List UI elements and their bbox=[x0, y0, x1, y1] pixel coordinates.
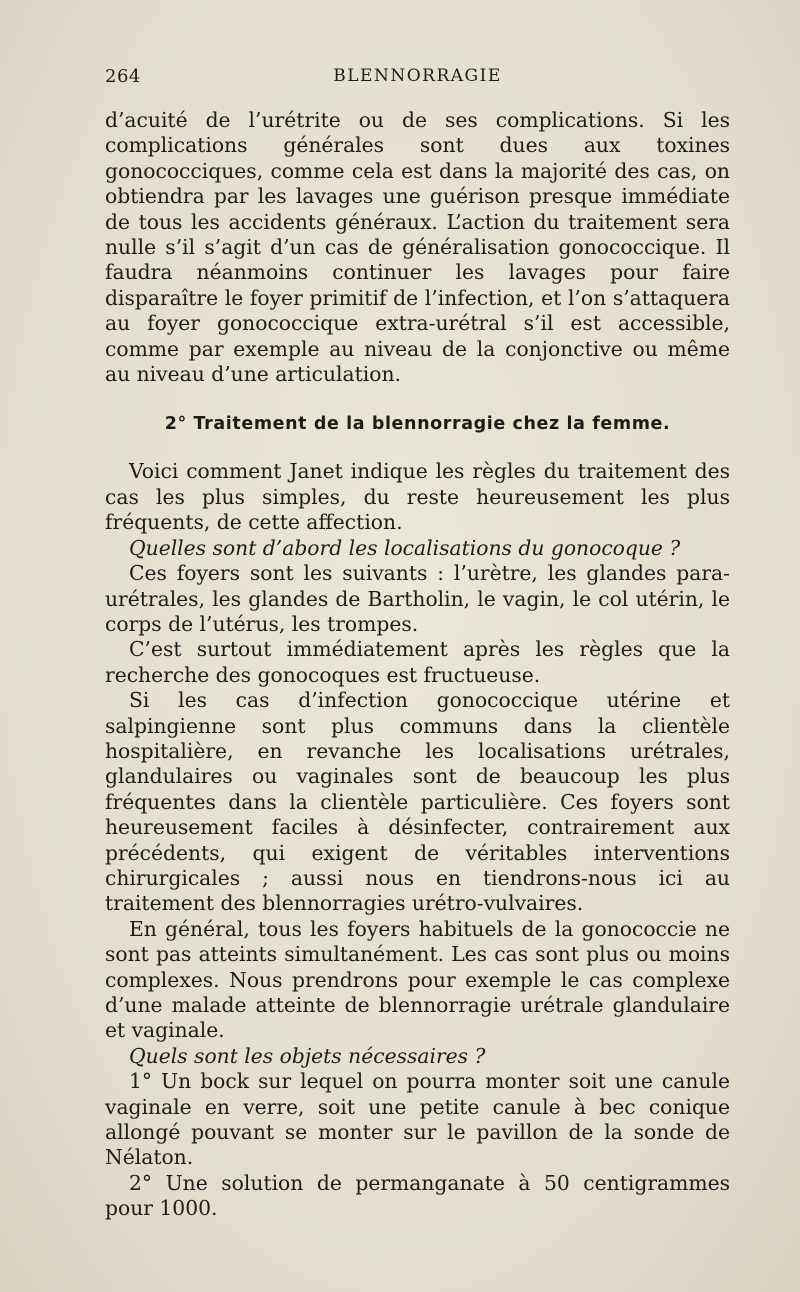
page-number: 264 bbox=[105, 66, 141, 87]
paragraph-regles: C’est surtout immédiatement après les règles que la recherche des gonocoques est fructueuse. bbox=[105, 637, 730, 687]
paragraph-bock: 1° Un bock sur lequel on pourra monter soit une canule vaginale en verre, soit une petite canule à bec conique allongé pouvant se monter sur le pavillon de la sonde de Nélaton. bbox=[105, 1069, 730, 1170]
page-header bbox=[105, 66, 730, 92]
question-objets: Quels sont les objets nécessaires ? bbox=[129, 1043, 486, 1068]
paragraph-continuation: d’acuité de l’urétrite ou de ses complications. Si les complications générales sont dues aux toxines gonococciques, comme cela est dans la majorité des cas, on obtiendra par les lavages une guérison presque immédiate de tous les accidents généraux. L’action du traitement sera nulle s’il s’agit d’un cas de généralisation gonococcique. Il faudra néanmoins continuer les lavages pour faire disparaître le foyer primitif de l’infection, et l’on s’attaquera au foyer gonococcique extra-urétral s’il est accessible, comme par exemple au niveau de la conjonctive ou même au niveau d’une articulation. bbox=[105, 108, 730, 387]
paragraph-general: En général, tous les foyers habituels de la gonococcie ne sont pas atteints simultanément. Les cas sont plus ou moins complexes. Nous prendrons pour exemple le cas complexe d’une malade atteinte de blennorragie urétrale glandulaire et vaginale. bbox=[105, 916, 730, 1043]
paragraph-foyers: Ces foyers sont les suivants : l’urètre, les glandes para-urétrales, les glandes de Bartholin, le vagin, le col utérin, le corps de l’utérus, les trompes. bbox=[105, 561, 730, 636]
paragraph-infection: Si les cas d’infection gonococcique utérine et salpingienne sont plus communs dans la clientèle hospitalière, en revanche les localisations urétrales, glandulaires ou vaginales sont de beaucoup les plus fréquentes dans la clientèle particulière. Ces foyers sont heureusement faciles à désinfecter, contrairement aux précédents, qui exigent de véritables interventions chirurgicales ; aussi nous en tiendrons-nous ici au traitement des blennorragies urétro-vulvaires. bbox=[105, 688, 730, 916]
question-localisations: Quelles sont d’abord les localisations du gonocoque ? bbox=[129, 535, 681, 560]
running-title: BLENNORRAGIE bbox=[333, 66, 502, 86]
paragraph-janet: Voici comment Janet indique les règles du traitement des cas les plus simples, du reste heureusement les plus fréquents, de cette affection. bbox=[105, 459, 730, 535]
section-title: 2° Traitement de la blennorragie chez la femme. bbox=[164, 414, 671, 435]
paragraph-solution: 2° Une solution de permanganate à 50 centigrammes pour 1000. bbox=[105, 1170, 730, 1221]
body-text bbox=[105, 108, 730, 1222]
